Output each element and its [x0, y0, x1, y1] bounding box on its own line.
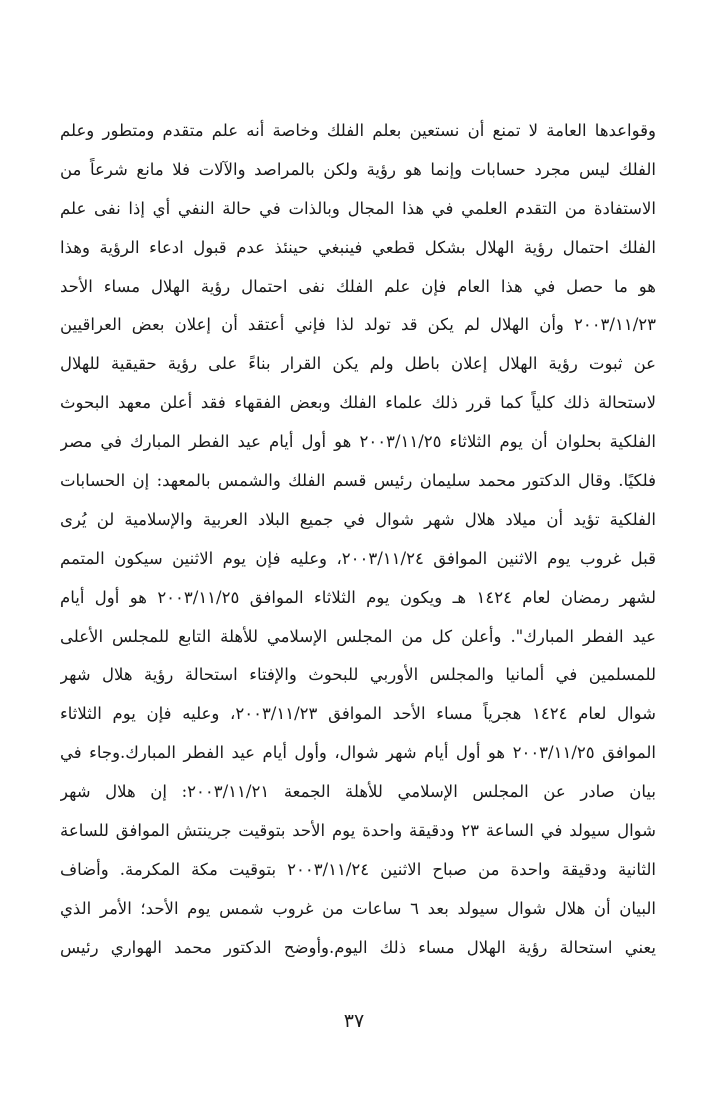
text-line: شوال لعام ١٤٢٤ هجرياً مساء الأحد الموافق ٢٠٠٣/١١/٢٣، وعليه فإن يوم الثلاثاء [60, 704, 656, 724]
text-line: الفلك ليس مجرد حسابات وإنما هو رؤية ولكن بالمراصد والآلات فلا مانع شرعاً من [60, 159, 656, 179]
text-line: يعني استحالة رؤية الهلال مساء ذلك اليوم.وأوضح الدكتور محمد الهواري رئيس [60, 937, 656, 957]
text-line: الفلكية تؤيد أن ميلاد هلال شهر شوال في جميع البلاد العربية والإسلامية لن يُرى [60, 509, 656, 529]
text-line: لاستحالة ذلك كلياً كما قرر ذلك علماء الفلك وبعض الفقهاء فقد أعلن معهد البحوث [60, 393, 656, 413]
text-line: الثانية ودقيقة واحدة من صباح الاثنين ٢٠٠٣/١١/٢٤ بتوقيت مكة المكرمة. وأضاف [60, 859, 656, 879]
text-line: شوال سيولد في الساعة ٢٣ ودقيقة واحدة يوم الأحد بتوقيت جرينتش الموافق للساعة [60, 821, 656, 841]
text-line: وقواعدها العامة لا تمنع أن نستعين بعلم الفلك وخاصة أنه علم متقدم ومتطور وعلم [60, 121, 656, 140]
text-line: هو ما حصل في هذا العام فإن علم الفلك نفى احتمال رؤية الهلال مساء الأحد [60, 276, 656, 296]
text-line: للمسلمين في ألمانيا والمجلس الأوربي للبحوث والإفتاء استحالة رؤية هلال شهر [60, 665, 656, 685]
text-line: عن ثبوت رؤية الهلال إعلان باطل ولم يكن القرار بناءً على رؤية حقيقية للهلال [60, 354, 656, 374]
text-line: عيد الفطر المبارك". وأعلن كل من المجلس الإسلامي للأهلة التابع للمجلس الأعلى [60, 626, 656, 646]
text-line: لشهر رمضان لعام ١٤٢٤ هـ ويكون يوم الثلاثاء الموافق ٢٠٠٣/١١/٢٥ هو أول أيام [60, 587, 656, 607]
text-line: البيان أن هلال شوال سيولد بعد ٦ ساعات من غروب شمس يوم الأحد؛ الأمر الذي [60, 898, 656, 918]
text-line: الفلكية بحلوان أن يوم الثلاثاء ٢٠٠٣/١١/٢٥ هو أول أيام عيد الفطر المبارك في مصر [60, 432, 656, 452]
page-number: ٣٧ [343, 1010, 365, 1032]
text-line: فلكيًا. وقال الدكتور محمد سليمان رئيس قسم الفلك والشمس بالمعهد: إن الحسابات [60, 471, 656, 491]
text-line: الفلك احتمال رؤية الهلال بشكل قطعي فينبغي حينئذ عدم قبول ادعاء الرؤية وهذا [60, 237, 656, 257]
body-text [60, 112, 656, 968]
text-line: الاستفادة من التقدم العلمي في هذا المجال وبالذات في حالة النفي أي إذا نفى علم [60, 198, 656, 218]
text-line: قبل غروب يوم الاثنين الموافق ٢٠٠٣/١١/٢٤، وعليه فإن يوم الاثنين سيكون المتمم [60, 548, 656, 568]
text-line: الموافق ٢٠٠٣/١١/٢٥ هو أول أيام شهر شوال، وأول أيام عيد الفطر المبارك.وجاء في [60, 743, 656, 763]
text-line: بيان صادر عن المجلس الإسلامي للأهلة الجمعة ٢٠٠٣/١١/٢١: إن هلال شهر [60, 782, 656, 802]
text-line: ٢٠٠٣/١١/٢٣ وأن الهلال لم يكن قد تولد لذا فإني أعتقد أن إعلان بعض العراقيين [60, 315, 656, 335]
